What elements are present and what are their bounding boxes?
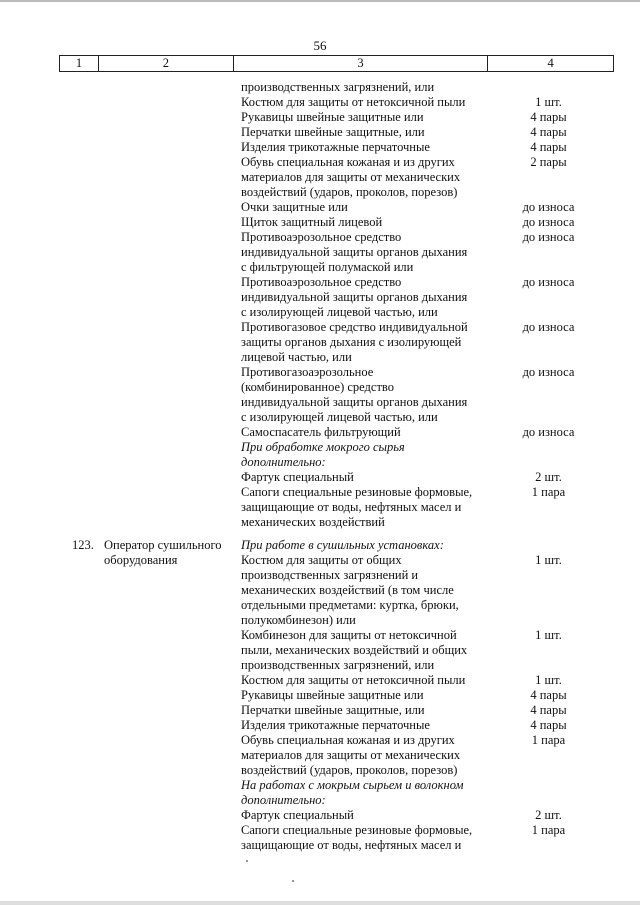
item-row — [0, 125, 640, 140]
item-row — [0, 485, 640, 500]
entry-name-line-2: оборудования — [104, 553, 178, 567]
item-text: Фартук специальный — [241, 808, 354, 822]
section-note: При обработке мокрого сырья — [241, 440, 405, 454]
item-text: воздействий (ударов, проколов, порезов) — [241, 763, 458, 777]
item-row — [0, 613, 640, 628]
header-col-2: 2 — [99, 56, 234, 71]
item-quantity: до износа — [522, 365, 575, 379]
item-row — [0, 500, 640, 515]
item-text: защищающие от воды, нефтяных масел и — [241, 500, 462, 514]
item-row — [0, 515, 640, 530]
item-row — [0, 335, 640, 350]
item-row — [0, 410, 640, 425]
item-quantity: до износа — [522, 320, 575, 334]
item-row — [0, 380, 640, 395]
item-row — [0, 395, 640, 410]
item-row — [0, 110, 640, 125]
section-note: дополнительно: — [241, 793, 326, 807]
item-text: Противоаэрозольное средство — [241, 275, 402, 289]
item-row — [0, 643, 640, 658]
item-row — [0, 425, 640, 440]
item-text: лицевой частью, или — [241, 350, 352, 364]
item-text: пыли, механических воздействий и общих — [241, 643, 468, 657]
page-number: 56 — [313, 38, 327, 53]
item-quantity: 4 пары — [530, 718, 567, 732]
item-text: Рукавицы швейные защитные или — [241, 688, 424, 702]
item-row — [0, 823, 640, 838]
item-row — [0, 673, 640, 688]
item-row — [0, 185, 640, 200]
item-text: Перчатки швейные защитные, или — [241, 125, 425, 139]
item-text: с изолирующей лицевой частью, или — [241, 410, 438, 424]
item-row — [0, 628, 640, 643]
item-text: Противоаэрозольное средство — [241, 230, 402, 244]
item-quantity: до износа — [522, 230, 575, 244]
item-row — [0, 305, 640, 320]
item-row — [0, 290, 640, 305]
item-text: Костюм для защиты от нетоксичной пыли — [241, 673, 466, 687]
item-text: Очки защитные или — [241, 200, 348, 214]
item-quantity: до износа — [522, 215, 575, 229]
item-text: Изделия трикотажные перчаточные — [241, 140, 430, 154]
item-row — [0, 320, 640, 335]
item-row — [0, 763, 640, 778]
item-quantity: 4 пары — [530, 703, 567, 717]
item-quantity: до износа — [522, 200, 575, 214]
item-text: полукомбинезон) или — [241, 613, 356, 627]
item-row — [0, 748, 640, 763]
item-text: материалов для защиты от механических — [241, 748, 461, 762]
item-row — [0, 95, 640, 110]
item-quantity: 2 шт. — [535, 808, 562, 822]
section-note: На работах с мокрым сырьем и волокном — [241, 778, 464, 792]
item-row — [0, 598, 640, 613]
item-row — [0, 245, 640, 260]
item-row — [0, 440, 640, 455]
item-row — [0, 230, 640, 245]
item-quantity: 2 пары — [530, 155, 567, 169]
section-note: дополнительно: — [241, 455, 326, 469]
item-row — [0, 808, 640, 823]
item-quantity: 1 пара — [531, 733, 566, 747]
item-row — [0, 583, 640, 598]
item-text: Противогазоаэрозольное — [241, 365, 374, 379]
item-text: индивидуальной защиты органов дыхания — [241, 245, 468, 259]
item-row — [0, 688, 640, 703]
item-row — [0, 553, 640, 568]
item-text: механических воздействий (в том числе — [241, 583, 454, 597]
item-text: Щиток защитный лицевой — [241, 215, 383, 229]
item-text: Обувь специальная кожаная и из других — [241, 733, 455, 747]
item-quantity: 4 пары — [530, 125, 567, 139]
item-row — [0, 200, 640, 215]
item-text: с изолирующей лицевой частью, или — [241, 305, 438, 319]
item-row — [0, 470, 640, 485]
item-row — [0, 793, 640, 808]
item-quantity: до износа — [522, 425, 575, 439]
item-text: Самоспасатель фильтрующий — [241, 425, 401, 439]
item-quantity: 1 шт. — [535, 95, 562, 109]
entry-name-line-1: Оператор сушильного — [104, 538, 222, 552]
item-text: Противогазовое средство индивидуальной — [241, 320, 468, 334]
item-quantity: 2 шт. — [535, 470, 562, 484]
item-row — [0, 838, 640, 853]
item-text: Перчатки швейные защитные, или — [241, 703, 425, 717]
header-col-4: 4 — [547, 56, 554, 70]
item-text: воздействий (ударов, проколов, порезов) — [241, 185, 458, 199]
header-col-3: 3 — [234, 56, 489, 71]
item-text: Рукавицы швейные защитные или — [241, 110, 424, 124]
item-text: индивидуальной защиты органов дыхания — [241, 395, 468, 409]
item-text: Костюм для защиты от нетоксичной пыли — [241, 95, 466, 109]
item-quantity: 1 шт. — [535, 628, 562, 642]
item-quantity: 4 пары — [530, 140, 567, 154]
item-row — [0, 275, 640, 290]
item-text: Фартук специальный — [241, 470, 354, 484]
item-row — [0, 568, 640, 583]
item-text: Обувь специальная кожаная и из других — [241, 155, 455, 169]
item-text: Сапоги специальные резиновые формовые, — [241, 485, 473, 499]
item-text: индивидуальной защиты органов дыхания — [241, 290, 468, 304]
item-text: производственных загрязнений, или — [241, 80, 435, 94]
item-text: Костюм для защиты от общих — [241, 553, 402, 567]
item-row — [0, 733, 640, 748]
item-text: материалов для защиты от механических — [241, 170, 461, 184]
section-note: При работе в сушильных установках: — [241, 538, 444, 552]
scan-edge-top — [0, 0, 640, 2]
entry-number: 123. — [72, 538, 94, 552]
scan-edge-bottom — [0, 901, 640, 905]
item-row — [0, 658, 640, 673]
item-text: защиты органов дыхания с изолирующей — [241, 335, 462, 349]
item-text: механических воздействий — [241, 515, 385, 529]
item-text: защищающие от воды, нефтяных масел и — [241, 838, 462, 852]
item-row — [0, 718, 640, 733]
item-quantity: 1 пара — [531, 823, 566, 837]
item-row — [0, 260, 640, 275]
item-text: Изделия трикотажные перчаточные — [241, 718, 430, 732]
item-text: Комбинезон для защиты от нетоксичной — [241, 628, 457, 642]
item-row — [0, 455, 640, 470]
scan-speck — [246, 860, 248, 862]
item-quantity: до износа — [522, 275, 575, 289]
item-text: (комбинированное) средство — [241, 380, 394, 394]
table-header — [59, 55, 614, 72]
item-text: с фильтрующей полумаской или — [241, 260, 414, 274]
item-text: производственных загрязнений, или — [241, 658, 435, 672]
item-text: отдельными предметами: куртка, брюки, — [241, 598, 459, 612]
item-row — [0, 703, 640, 718]
item-row — [0, 215, 640, 230]
item-text: Сапоги специальные резиновые формовые, — [241, 823, 473, 837]
item-row — [0, 170, 640, 185]
item-row — [0, 778, 640, 793]
item-quantity: 4 пары — [530, 110, 567, 124]
item-quantity: 4 пары — [530, 688, 567, 702]
item-quantity: 1 пара — [531, 485, 566, 499]
scan-speck — [292, 880, 294, 882]
header-col-1: 1 — [60, 56, 99, 71]
item-row — [0, 140, 640, 155]
item-row — [0, 538, 640, 553]
item-quantity: 1 шт. — [535, 673, 562, 687]
item-text: производственных загрязнений и — [241, 568, 419, 582]
item-row — [0, 350, 640, 365]
item-row — [0, 365, 640, 380]
item-row — [0, 80, 640, 95]
item-row — [0, 155, 640, 170]
item-quantity: 1 шт. — [535, 553, 562, 567]
